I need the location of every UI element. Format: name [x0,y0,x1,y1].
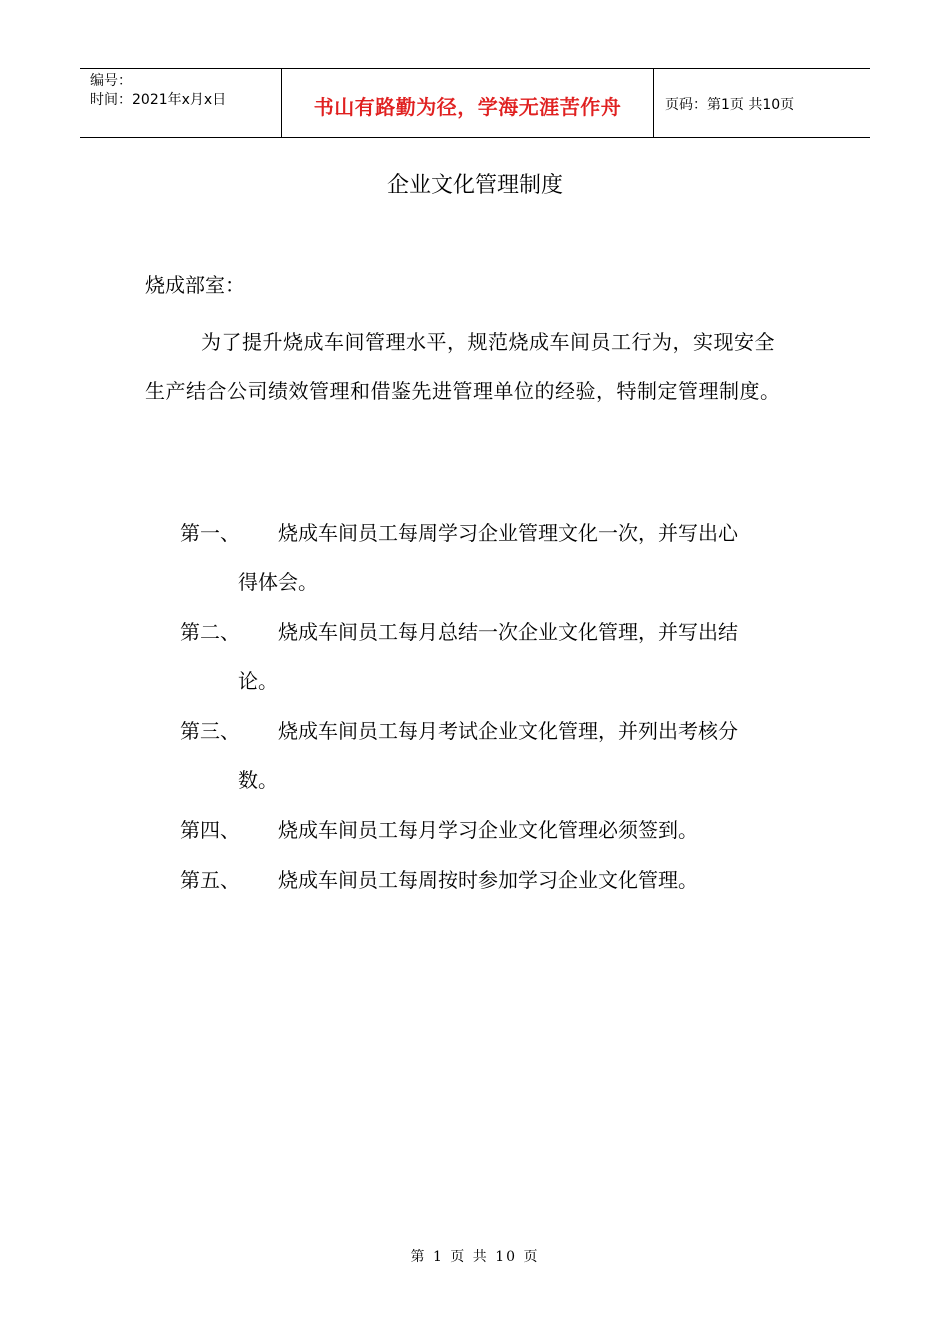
header-meta [80,69,282,137]
article-number: 第四、 [180,818,240,842]
article-number: 第三、 [180,719,240,743]
article-text: 烧成车间员工每周学习企业管理文化一次，并写出心 [278,521,738,545]
header-motto: 书山有路勤为径，学海无涯苦作舟 [313,94,622,119]
article-text-continued: 论。 [238,669,278,693]
header-motto-cell [282,69,654,137]
article-text-continued: 得体会。 [238,570,318,594]
document-title: 企业文化管理制度 [386,173,563,198]
article-item [180,509,800,607]
article-text: 烧成车间员工每月学习企业文化管理必须签到。 [278,818,698,842]
intro-paragraph: 为了提升烧成车间管理水平，规范烧成车间员工行为，实现安全生产结合公司绩效管理和借鉴先进管理单位的经验，特制定管理制度。 [145,330,781,403]
article-item [180,856,800,905]
header-page-info-cell [654,69,870,137]
page-footer: 第 1 页 共 10 页 [410,1249,540,1265]
article-item [180,608,800,706]
time-label: 时间：2021年x月x日 [90,92,227,108]
article-text-continued: 数。 [238,768,278,792]
article-item [180,707,800,805]
serial-number-label: 编号： [90,73,132,89]
article-number: 第一、 [180,521,240,545]
addressee: 烧成部室： [145,273,245,297]
article-number: 第二、 [180,620,240,644]
header-page-info: 页码：第1页 共10页 [665,97,795,113]
article-number: 第五、 [180,868,240,892]
article-text: 烧成车间员工每月总结一次企业文化管理，并写出结 [278,620,738,644]
article-text: 烧成车间员工每周按时参加学习企业文化管理。 [278,868,698,892]
article-item [180,806,800,855]
page-header [80,68,870,138]
article-text: 烧成车间员工每月考试企业文化管理，并列出考核分 [278,719,738,743]
